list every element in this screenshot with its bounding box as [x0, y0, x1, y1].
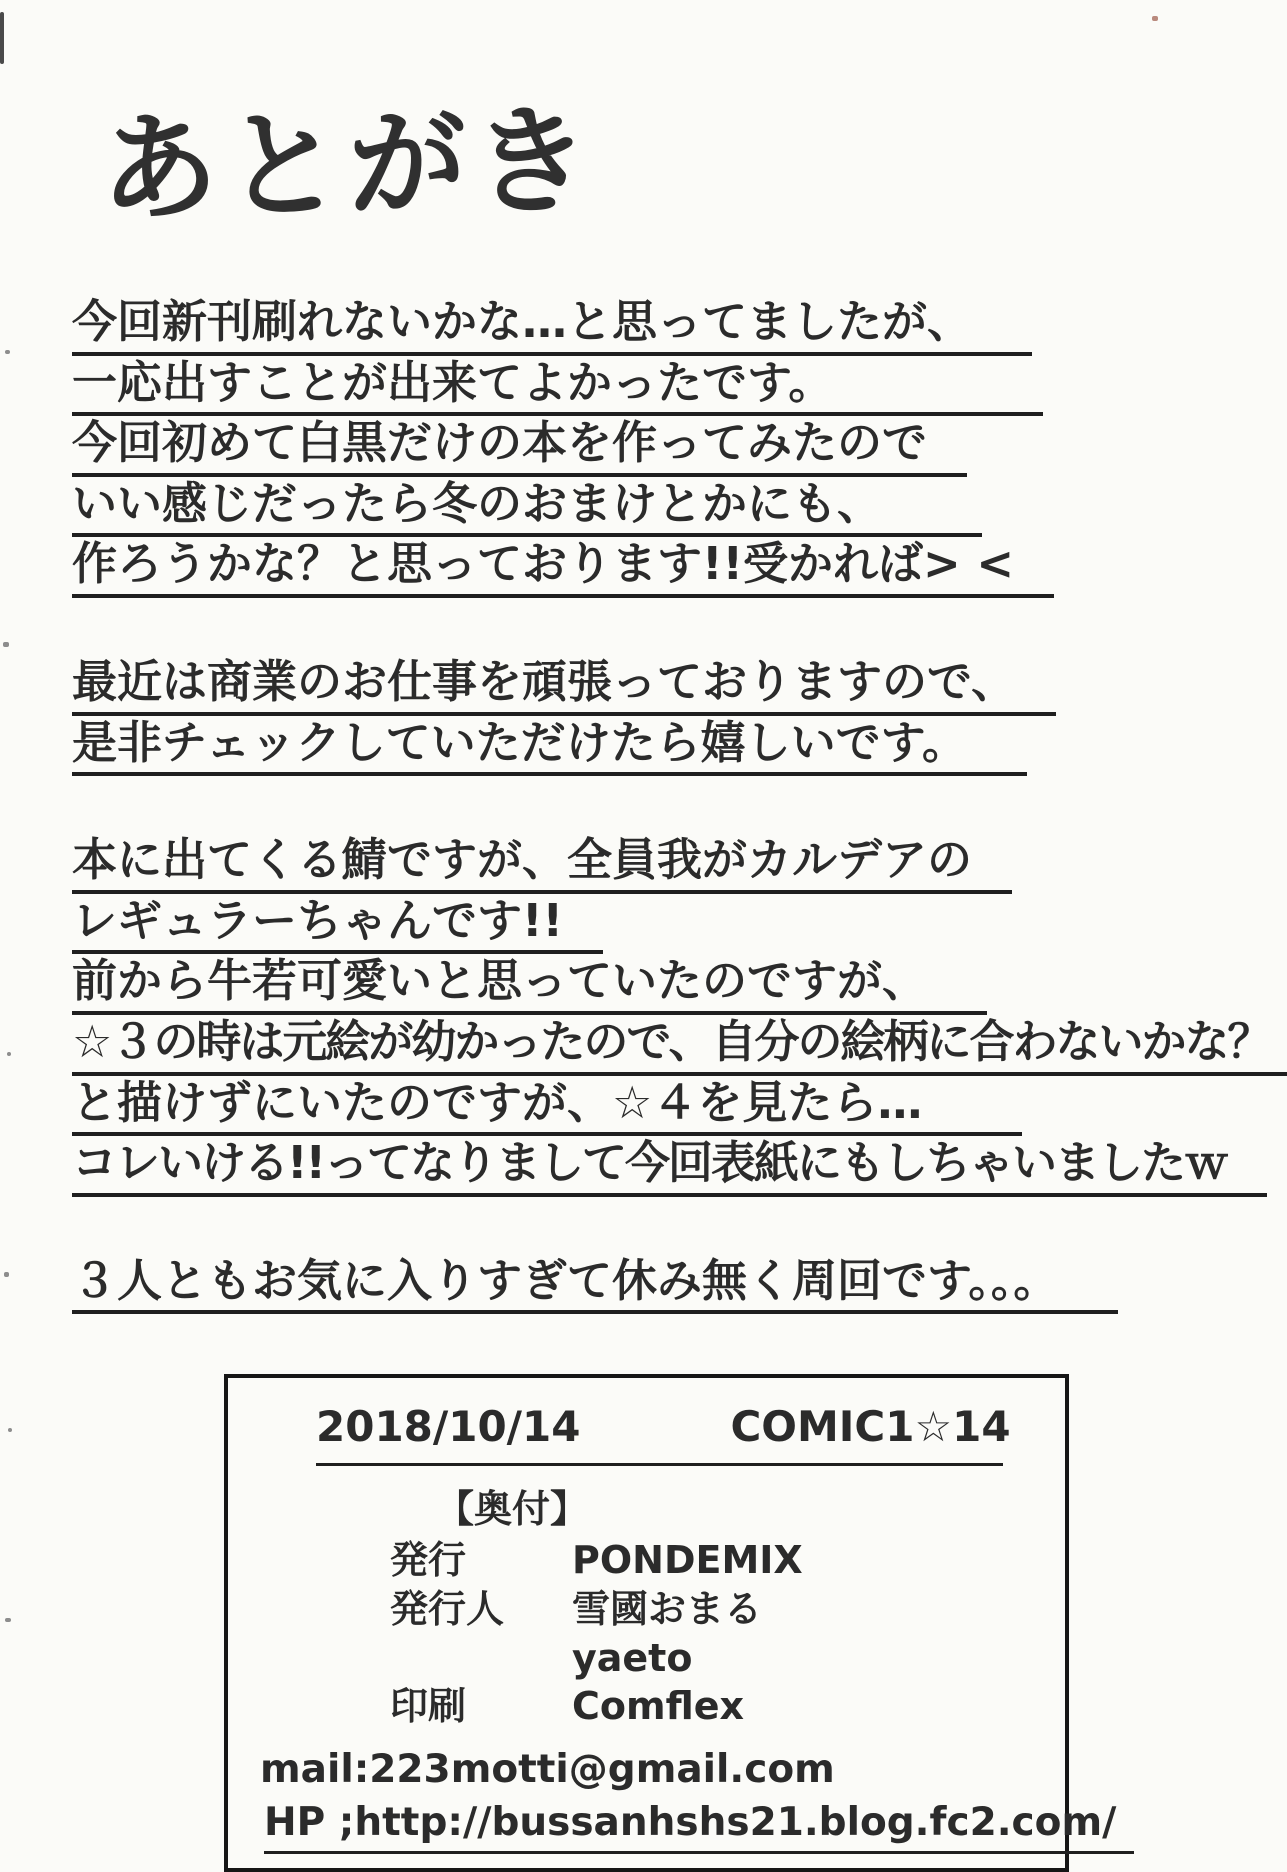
text-line: 一応出すことが出来てよかったです。 [72, 359, 1043, 417]
colophon-row-label [390, 1637, 572, 1681]
afterword-body [72, 295, 1271, 1314]
colophon-row [228, 1685, 1065, 1729]
colophon-row-label: 発行 [390, 1538, 467, 1583]
page-title: あとがき [99, 91, 598, 239]
colophon-section-title: 【奥付】 [436, 1487, 589, 1532]
text-line: 作ろうかな？と思っております!!受かれば> < [72, 540, 1054, 598]
scan-speck [1152, 16, 1158, 21]
scan-speck [5, 1618, 11, 1622]
text-line: 今回初めて白黒だけの本を作ってみたので [72, 419, 967, 477]
text-line: レギュラーちゃんです!! [72, 897, 603, 955]
colophon-row-label: 発行人 [390, 1587, 505, 1631]
hp-url-text: HP ;http://bussanhshs21.blog.fc2.com/ [264, 1800, 1134, 1854]
text-line: ☆３の時は元絵が幼かったので、自分の絵柄に合わないかな？ [72, 1018, 1287, 1076]
scan-speck [3, 642, 9, 647]
text-line: いい感じだったら冬のおまけとかにも、 [72, 480, 982, 538]
colophon-row [228, 1539, 1065, 1583]
scan-speck [0, 12, 4, 64]
text-line: 本に出てくる鯖ですが、全員我がカルデアの [72, 836, 1012, 894]
text-line: コレいける!!ってなりまして今回表紙にもしちゃいましたｗ [72, 1139, 1267, 1197]
text-line: と描けずにいたのですが、☆４を見たら… [72, 1079, 1022, 1137]
colophon-row-value: 雪國おまる [572, 1587, 763, 1631]
colophon-date: 2018/10/14 [316, 1402, 581, 1452]
colophon-row-value: Comflex [572, 1684, 745, 1729]
colophon-row-value: PONDEMIX [572, 1538, 803, 1583]
colophon-row-label: 印刷 [390, 1684, 467, 1729]
mail-text: mail:223motti@gmail.com [260, 1747, 835, 1793]
colophon-box [224, 1374, 1117, 1872]
text-line: 今回新刊刷れないかな…と思ってましたが、 [72, 298, 1032, 356]
text-line: ３人ともお気に入りすぎて休み無く周回です。。。 [72, 1257, 1118, 1315]
scan-speck [5, 350, 10, 354]
text-line: 前から牛若可愛いと思っていたのですが、 [72, 957, 987, 1015]
colophon-row [228, 1637, 1065, 1681]
scan-speck [4, 1272, 9, 1277]
paragraph [72, 833, 1271, 1197]
scan-speck [8, 1428, 12, 1432]
text-line: 最近は商業のお仕事を頑張っておりますので、 [72, 658, 1056, 716]
scan-speck [7, 1052, 11, 1056]
colophon-row-value: yaeto [572, 1635, 693, 1680]
colophon-row [228, 1588, 1065, 1632]
paragraph [72, 295, 1257, 598]
colophon-event: COMIC1☆14 [730, 1402, 1011, 1452]
text-line: 是非チェックしていただけたら嬉しいです。 [72, 719, 1027, 777]
colophon-date-row [316, 1402, 1011, 1466]
paragraph [72, 1253, 1257, 1315]
paragraph [72, 654, 1257, 776]
